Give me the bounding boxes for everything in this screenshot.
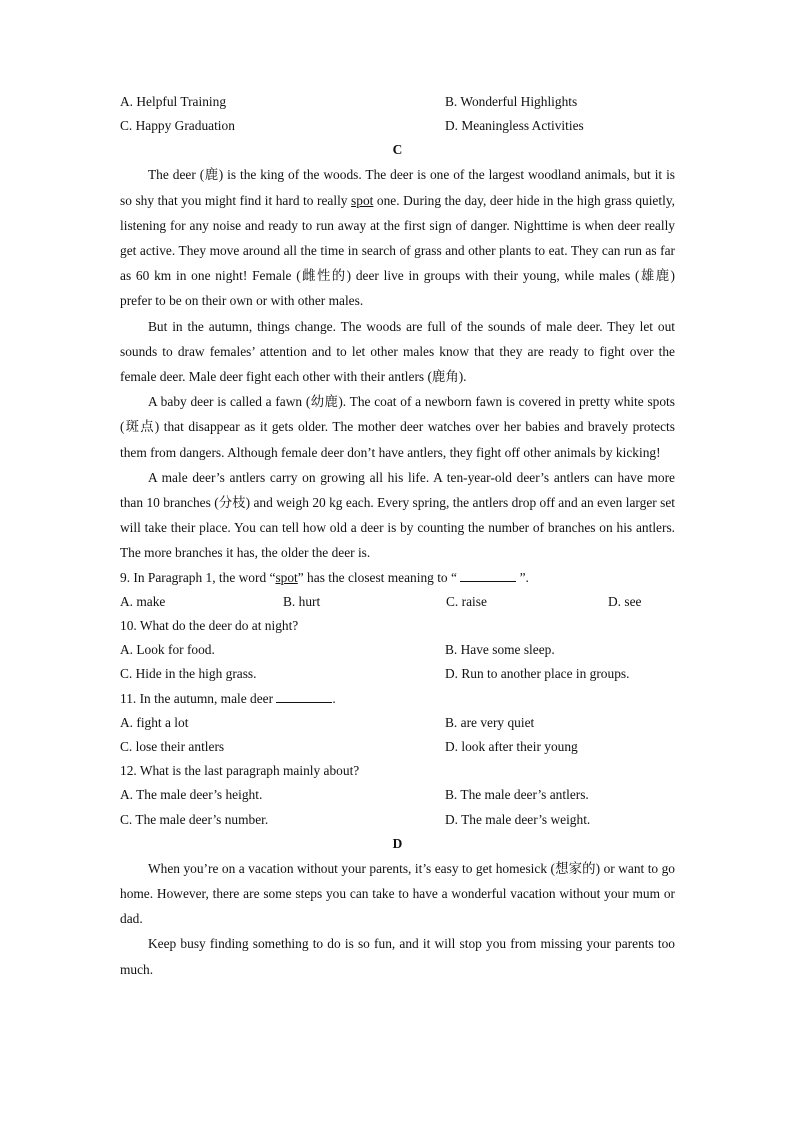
question-9-text-end: ”. <box>516 569 529 585</box>
option-a: A. The male deer’s height. <box>120 787 263 803</box>
answer-blank <box>276 690 332 703</box>
question-11-text-end: . <box>332 690 336 706</box>
option-a: A. Look for food. <box>120 642 215 658</box>
option-d: D. see <box>608 593 642 609</box>
question-10: 10. What do the deer do at night? <box>120 618 299 633</box>
option-a: A. make <box>120 593 166 609</box>
question-9-text-mid: ” has the closest meaning to “ <box>297 569 461 585</box>
option-row <box>120 638 675 662</box>
section-heading-d: D <box>392 835 403 851</box>
underlined-word: spot <box>351 192 374 208</box>
question-9 <box>120 566 675 590</box>
option-b: B. are very quiet <box>445 714 535 730</box>
option-row <box>120 114 675 138</box>
option-c: C. The male deer’s number. <box>120 811 269 827</box>
paragraph-1-rest: one. During the day, deer hide in the high grass quietly, listening for any noise and ready to run away at the first sign of danger. Nighttime is when deer really get active. They move around all the time in search of grass and other plants to eat. They can run as far as 60 km in one night! Female (雌性的) deer live in groups with their young, while males (雄鹿) prefer to be on their own or with other males. <box>120 192 675 309</box>
paragraph-2: But in the autumn, things change. The woods are full of the sounds of male deer. They let out sounds to draw females’ attention and to let other males know that they are ready to fight over the female deer. Male deer fight each other with their antlers (鹿角). <box>120 318 675 384</box>
option-row <box>120 662 675 686</box>
option-d: D. look after their young <box>445 739 578 755</box>
option-d: D. The male deer’s weight. <box>445 811 591 827</box>
question-9-text: 9. In Paragraph 1, the word “ <box>120 569 276 585</box>
option-row <box>120 590 675 614</box>
option-row <box>120 735 675 759</box>
paragraph-1-start: The deer (鹿) is the king of the woods. The deer is one of the largest woodland animals, but it is so shy that you might find it hard to really <box>120 167 675 208</box>
paragraph-d1: When you’re on a vacation without your parents, it’s easy to get homesick (想家的) or want to go home. However, there are some steps you can take to have a wonderful vacation without your mum or dad. <box>120 860 675 927</box>
option-b: B. hurt <box>283 593 321 609</box>
question-9-word: spot <box>275 569 298 585</box>
paragraph-3: A baby deer is called a fawn (幼鹿). The coat of a newborn fawn is covered in pretty white spots (斑点) that disappear as it gets older. The mother deer watches over her babies and bravely protects them from dangers. Although female deer don’t have antlers, they fight off other animals by kicking! <box>120 394 675 460</box>
option-b: B. The male deer’s antlers. <box>445 787 589 803</box>
option-row <box>120 783 675 807</box>
option-c: C. Hide in the high grass. <box>120 666 257 682</box>
option-row <box>120 90 675 114</box>
question-12: 12. What is the last paragraph mainly about? <box>120 763 360 779</box>
section-heading-c: C <box>392 142 403 158</box>
option-c: C. lose their antlers <box>120 739 225 755</box>
question-11-text: 11. In the autumn, male deer <box>120 690 277 706</box>
option-d: D. Run to another place in groups. <box>445 666 630 682</box>
paragraph-1 <box>120 162 675 313</box>
document-page <box>120 90 675 982</box>
paragraph-4: A male deer’s antlers carry on growing all his life. A ten-year-old deer’s antlers can have more than 10 branches (分枝) and weigh 20 kg each. Every spring, the antlers drop off and an even larger set will take their place. You can tell how old a deer is by counting the number of branches on his antlers. The more branches it has, the older the deer is. <box>120 469 675 561</box>
option-c: C. raise <box>446 593 487 609</box>
option-row <box>120 808 675 832</box>
option-a: A. Helpful Training <box>120 94 227 110</box>
option-b: B. Wonderful Highlights <box>445 94 578 110</box>
question-11 <box>120 687 675 711</box>
option-a: A. fight a lot <box>120 714 189 730</box>
answer-blank <box>460 569 516 582</box>
paragraph-d2: Keep busy finding something to do is so fun, and it will stop you from missing your parents too much. <box>120 936 675 977</box>
option-d: D. Meaningless Activities <box>445 118 584 134</box>
option-c: C. Happy Graduation <box>120 118 235 134</box>
option-row <box>120 711 675 735</box>
option-b: B. Have some sleep. <box>445 642 555 658</box>
